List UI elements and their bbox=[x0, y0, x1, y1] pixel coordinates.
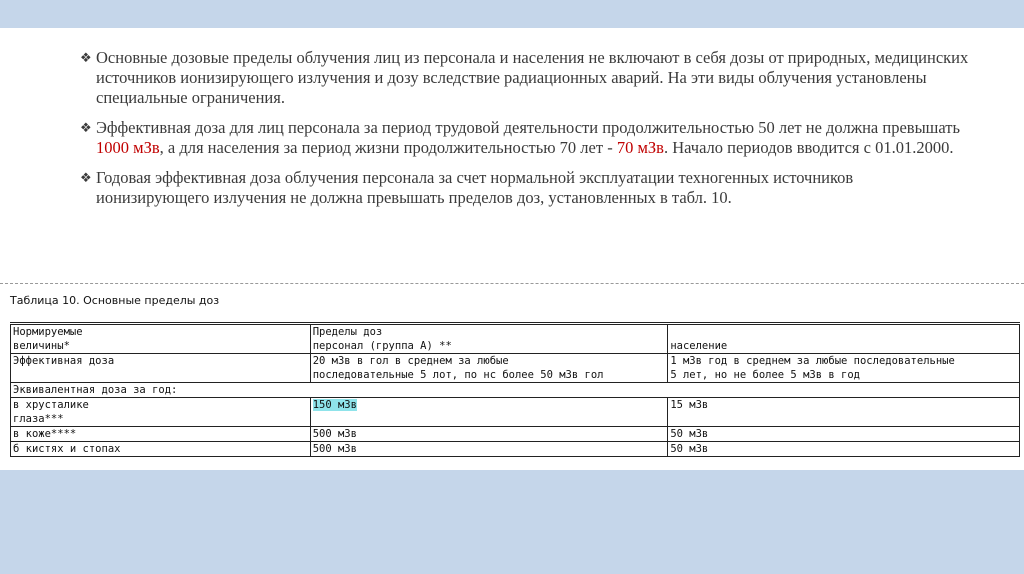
header-public: население bbox=[668, 324, 1020, 354]
table-row: Эквивалентная доза за год: bbox=[11, 383, 1020, 398]
table-panel bbox=[0, 283, 1024, 470]
bullet-diamond-icon: ❖ bbox=[80, 50, 92, 65]
staff-dose-highlight: 1000 мЗв bbox=[96, 138, 160, 157]
table-row: Эффективная доза 20 мЗв в гол в среднем за любые последовательные 5 лот, по нс более 50 мЗв гол 1 мЗв год в среднем за любые последовательные 5 лет, но не более 5 мЗв в год bbox=[11, 354, 1020, 383]
bullet-text-2a: Эффективная доза для лиц персонала за период трудовой деятельности продолжительностью 50 лет не должна превышать bbox=[96, 118, 960, 137]
table-row: в коже**** 500 мЗв 50 мЗв bbox=[11, 427, 1020, 442]
dose-limits-table bbox=[10, 322, 1020, 457]
bullet-text-1: Основные дозовые пределы облучения лиц из персонала и населения не включают в себя дозы от природных, медицинских источников ионизирующего излучения и дозу вследствие радиационных аварий. На эти виды облучения установлены специальные ограничения. bbox=[96, 48, 969, 107]
bullet-text-2c: . Начало периодов вводится с 01.01.2000. bbox=[663, 138, 954, 157]
bullet-diamond-icon: ❖ bbox=[80, 170, 92, 185]
bullet-text-3: Годовая эффективная доза облучения персонала за счет нормальной эксплуатации техногенных источников ионизирующего излучения не должна превышать пределов доз, установленных в табл. 10. bbox=[96, 168, 854, 207]
bullet-item-1 bbox=[80, 48, 970, 108]
table-row: в хрусталике глаза*** 150 мЗв 15 мЗв bbox=[11, 398, 1020, 427]
header-limits-staff: Пределы доз персонал (группа А) ** bbox=[310, 324, 668, 354]
table-header-row bbox=[11, 324, 1020, 354]
table-row: б кистях и стопах 500 мЗв 50 мЗв bbox=[11, 442, 1020, 457]
bullet-item-3 bbox=[80, 168, 970, 208]
header-quantities: Нормируемые величины* bbox=[11, 324, 311, 354]
bullet-item-2 bbox=[80, 118, 970, 158]
bullet-diamond-icon: ❖ bbox=[80, 120, 92, 135]
bullet-text-2b: , а для населения за период жизни продолжительностью 70 лет - bbox=[159, 138, 617, 157]
bullet-list bbox=[80, 48, 970, 218]
table-caption: Таблица 10. Основные пределы доз bbox=[10, 294, 220, 307]
public-dose-highlight: 70 мЗв bbox=[616, 138, 664, 157]
